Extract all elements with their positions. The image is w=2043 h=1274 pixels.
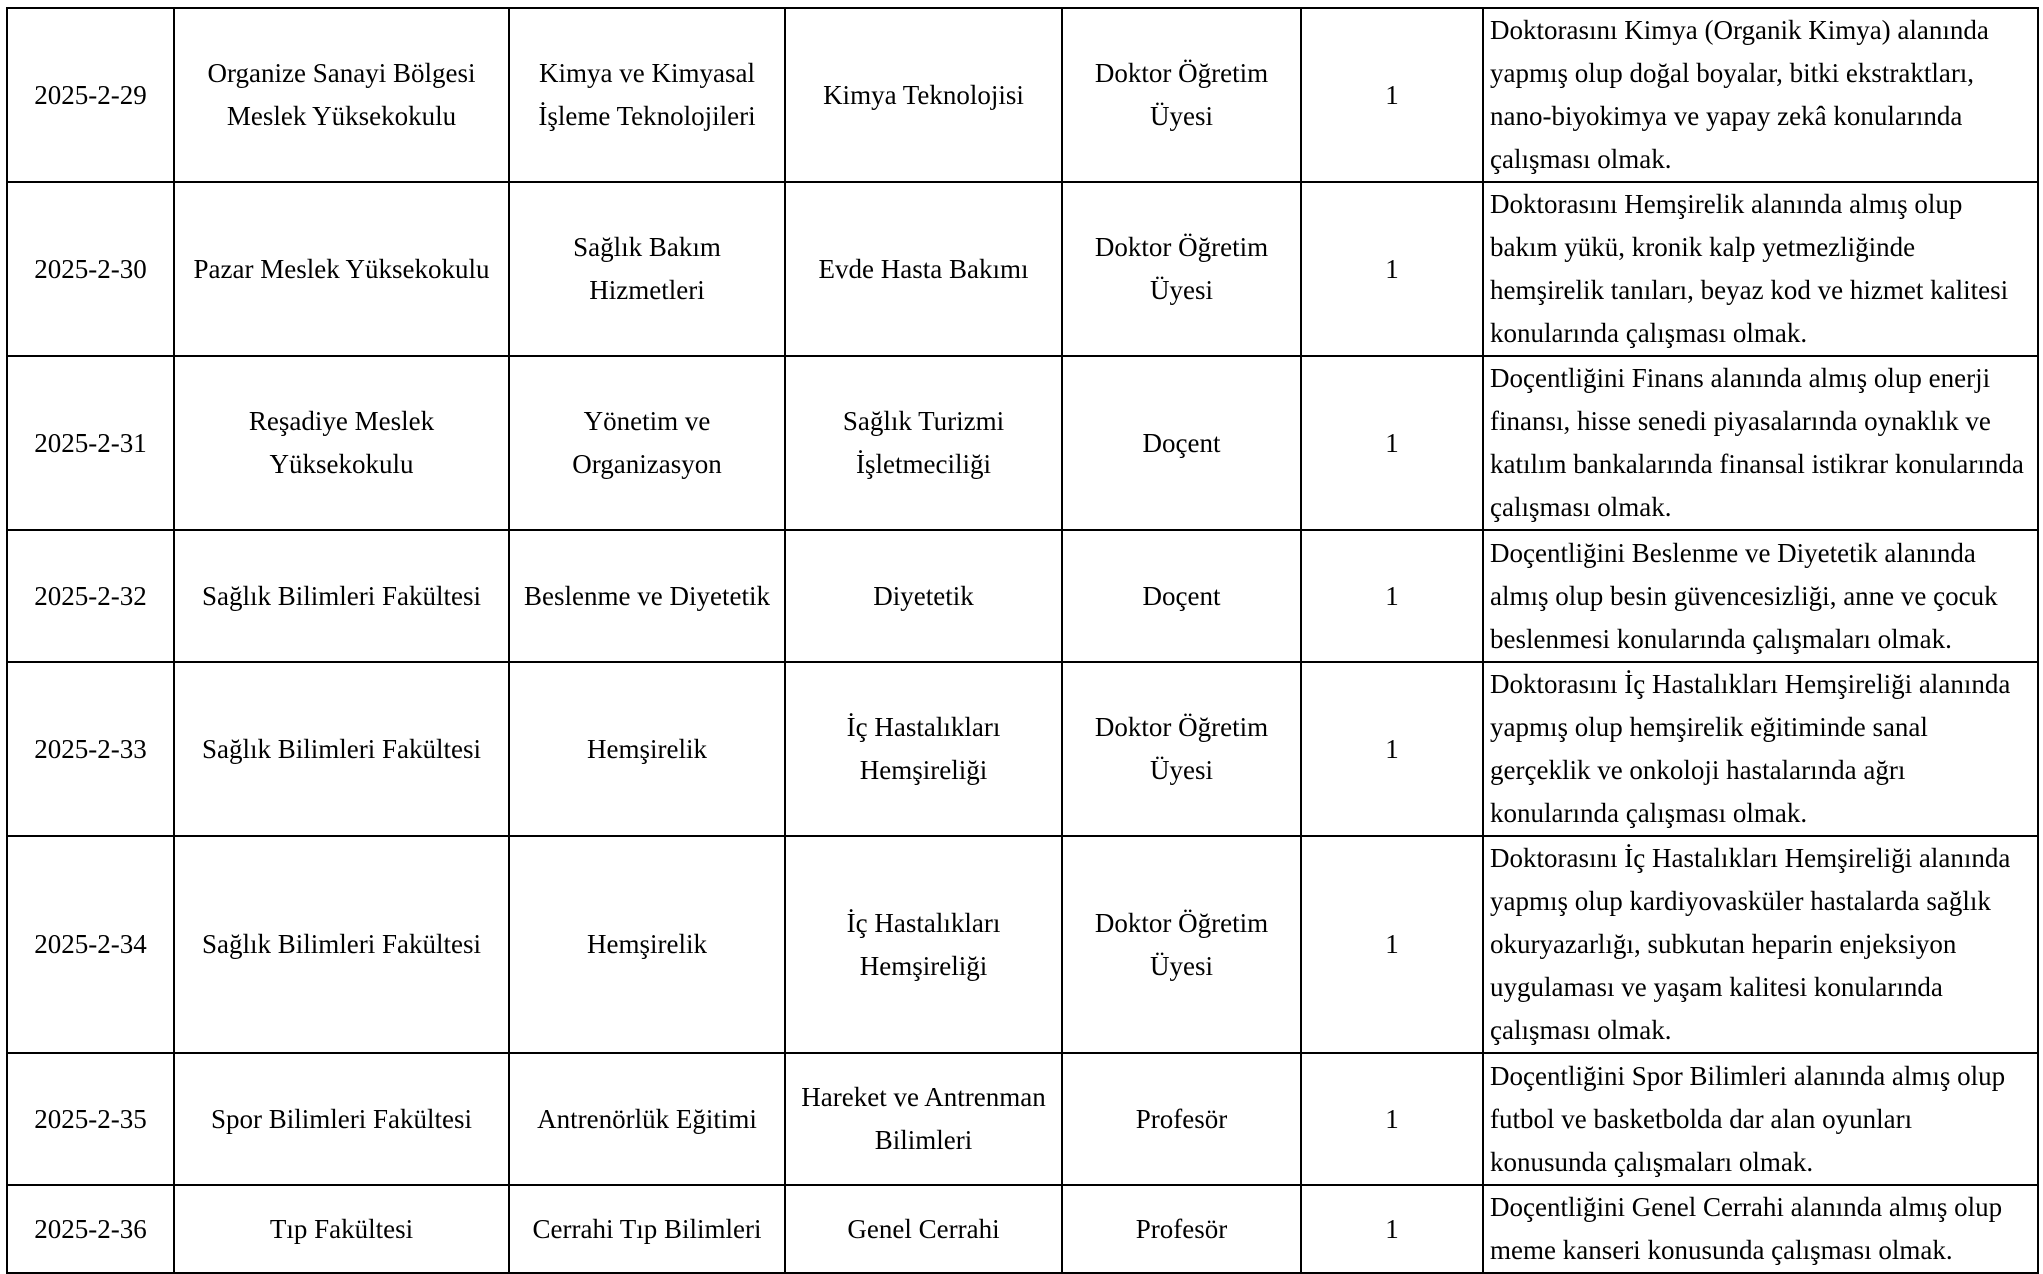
cell-title: Doçent <box>1062 356 1301 530</box>
cell-unit: Sağlık Bilimleri Fakültesi <box>174 530 509 662</box>
cell-requirement: Doçentliğini Beslenme ve Diyetetik alanında almış olup besin güvencesizliği, anne ve çocuk beslenmesi konularında çalışmaları olmak. <box>1483 530 2038 662</box>
table-row <box>7 530 2038 662</box>
positions-table <box>6 7 2039 1274</box>
cell-department: Beslenme ve Diyetetik <box>509 530 785 662</box>
cell-unit: Tıp Fakültesi <box>174 1185 509 1273</box>
cell-unit: Organize Sanayi Bölgesi Meslek Yüksekokulu <box>174 8 509 182</box>
cell-requirement: Doktorasını Kimya (Organik Kimya) alanında yapmış olup doğal boyalar, bitki ekstraktları, nano-biyokimya ve yapay zekâ konularında çalışması olmak. <box>1483 8 2038 182</box>
cell-program: Genel Cerrahi <box>785 1185 1062 1273</box>
cell-requirement: Doçentliğini Genel Cerrahi alanında almış olup meme kanseri konusunda çalışması olmak. <box>1483 1185 2038 1273</box>
cell-requirement: Doktorasını İç Hastalıkları Hemşireliği alanında yapmış olup kardiyovasküler hastalarda sağlık okuryazarlığı, subkutan heparin enjeksiyon uygulaması ve yaşam kalitesi konularında çalışması olmak. <box>1483 836 2038 1053</box>
cell-program: Hareket ve Antrenman Bilimleri <box>785 1053 1062 1185</box>
cell-count: 1 <box>1301 8 1483 182</box>
cell-title: Doçent <box>1062 530 1301 662</box>
table-row <box>7 1053 2038 1185</box>
cell-requirement: Doçentliğini Finans alanında almış olup enerji finansı, hisse senedi piyasalarında oynaklık ve katılım bankalarında finansal istikrar konularında çalışması olmak. <box>1483 356 2038 530</box>
cell-department: Kimya ve Kimyasal İşleme Teknolojileri <box>509 8 785 182</box>
cell-program: İç Hastalıkları Hemşireliği <box>785 662 1062 836</box>
cell-code: 2025-2-31 <box>7 356 174 530</box>
table-row <box>7 356 2038 530</box>
cell-code: 2025-2-29 <box>7 8 174 182</box>
cell-requirement: Doktorasını Hemşirelik alanında almış olup bakım yükü, kronik kalp yetmezliğinde hemşirelik tanıları, beyaz kod ve hizmet kalitesi konularında çalışması olmak. <box>1483 182 2038 356</box>
cell-title: Profesör <box>1062 1185 1301 1273</box>
cell-unit: Sağlık Bilimleri Fakültesi <box>174 662 509 836</box>
cell-count: 1 <box>1301 182 1483 356</box>
cell-title: Doktor Öğretim Üyesi <box>1062 836 1301 1053</box>
cell-code: 2025-2-33 <box>7 662 174 836</box>
cell-code: 2025-2-36 <box>7 1185 174 1273</box>
cell-count: 1 <box>1301 1185 1483 1273</box>
table-row <box>7 836 2038 1053</box>
table-row <box>7 8 2038 182</box>
cell-code: 2025-2-34 <box>7 836 174 1053</box>
cell-title: Doktor Öğretim Üyesi <box>1062 182 1301 356</box>
cell-count: 1 <box>1301 356 1483 530</box>
table-row <box>7 662 2038 836</box>
cell-department: Hemşirelik <box>509 662 785 836</box>
cell-department: Cerrahi Tıp Bilimleri <box>509 1185 785 1273</box>
cell-title: Doktor Öğretim Üyesi <box>1062 8 1301 182</box>
cell-unit: Pazar Meslek Yüksekokulu <box>174 182 509 356</box>
cell-unit: Reşadiye Meslek Yüksekokulu <box>174 356 509 530</box>
cell-unit: Sağlık Bilimleri Fakültesi <box>174 836 509 1053</box>
cell-count: 1 <box>1301 662 1483 836</box>
cell-program: Diyetetik <box>785 530 1062 662</box>
cell-program: Sağlık Turizmi İşletmeciliği <box>785 356 1062 530</box>
cell-unit: Spor Bilimleri Fakültesi <box>174 1053 509 1185</box>
table-row <box>7 1185 2038 1273</box>
cell-department: Sağlık Bakım Hizmetleri <box>509 182 785 356</box>
cell-code: 2025-2-30 <box>7 182 174 356</box>
cell-code: 2025-2-32 <box>7 530 174 662</box>
cell-title: Doktor Öğretim Üyesi <box>1062 662 1301 836</box>
cell-program: Kimya Teknolojisi <box>785 8 1062 182</box>
cell-program: İç Hastalıkları Hemşireliği <box>785 836 1062 1053</box>
cell-count: 1 <box>1301 530 1483 662</box>
cell-requirement: Doktorasını İç Hastalıkları Hemşireliği alanında yapmış olup hemşirelik eğitiminde sanal gerçeklik ve onkoloji hastalarında ağrı konularında çalışması olmak. <box>1483 662 2038 836</box>
cell-code: 2025-2-35 <box>7 1053 174 1185</box>
cell-requirement: Doçentliğini Spor Bilimleri alanında almış olup futbol ve basketbolda dar alan oyunları konusunda çalışmaları olmak. <box>1483 1053 2038 1185</box>
cell-program: Evde Hasta Bakımı <box>785 182 1062 356</box>
cell-department: Yönetim ve Organizasyon <box>509 356 785 530</box>
table-row <box>7 182 2038 356</box>
cell-department: Antrenörlük Eğitimi <box>509 1053 785 1185</box>
cell-department: Hemşirelik <box>509 836 785 1053</box>
cell-title: Profesör <box>1062 1053 1301 1185</box>
cell-count: 1 <box>1301 1053 1483 1185</box>
cell-count: 1 <box>1301 836 1483 1053</box>
